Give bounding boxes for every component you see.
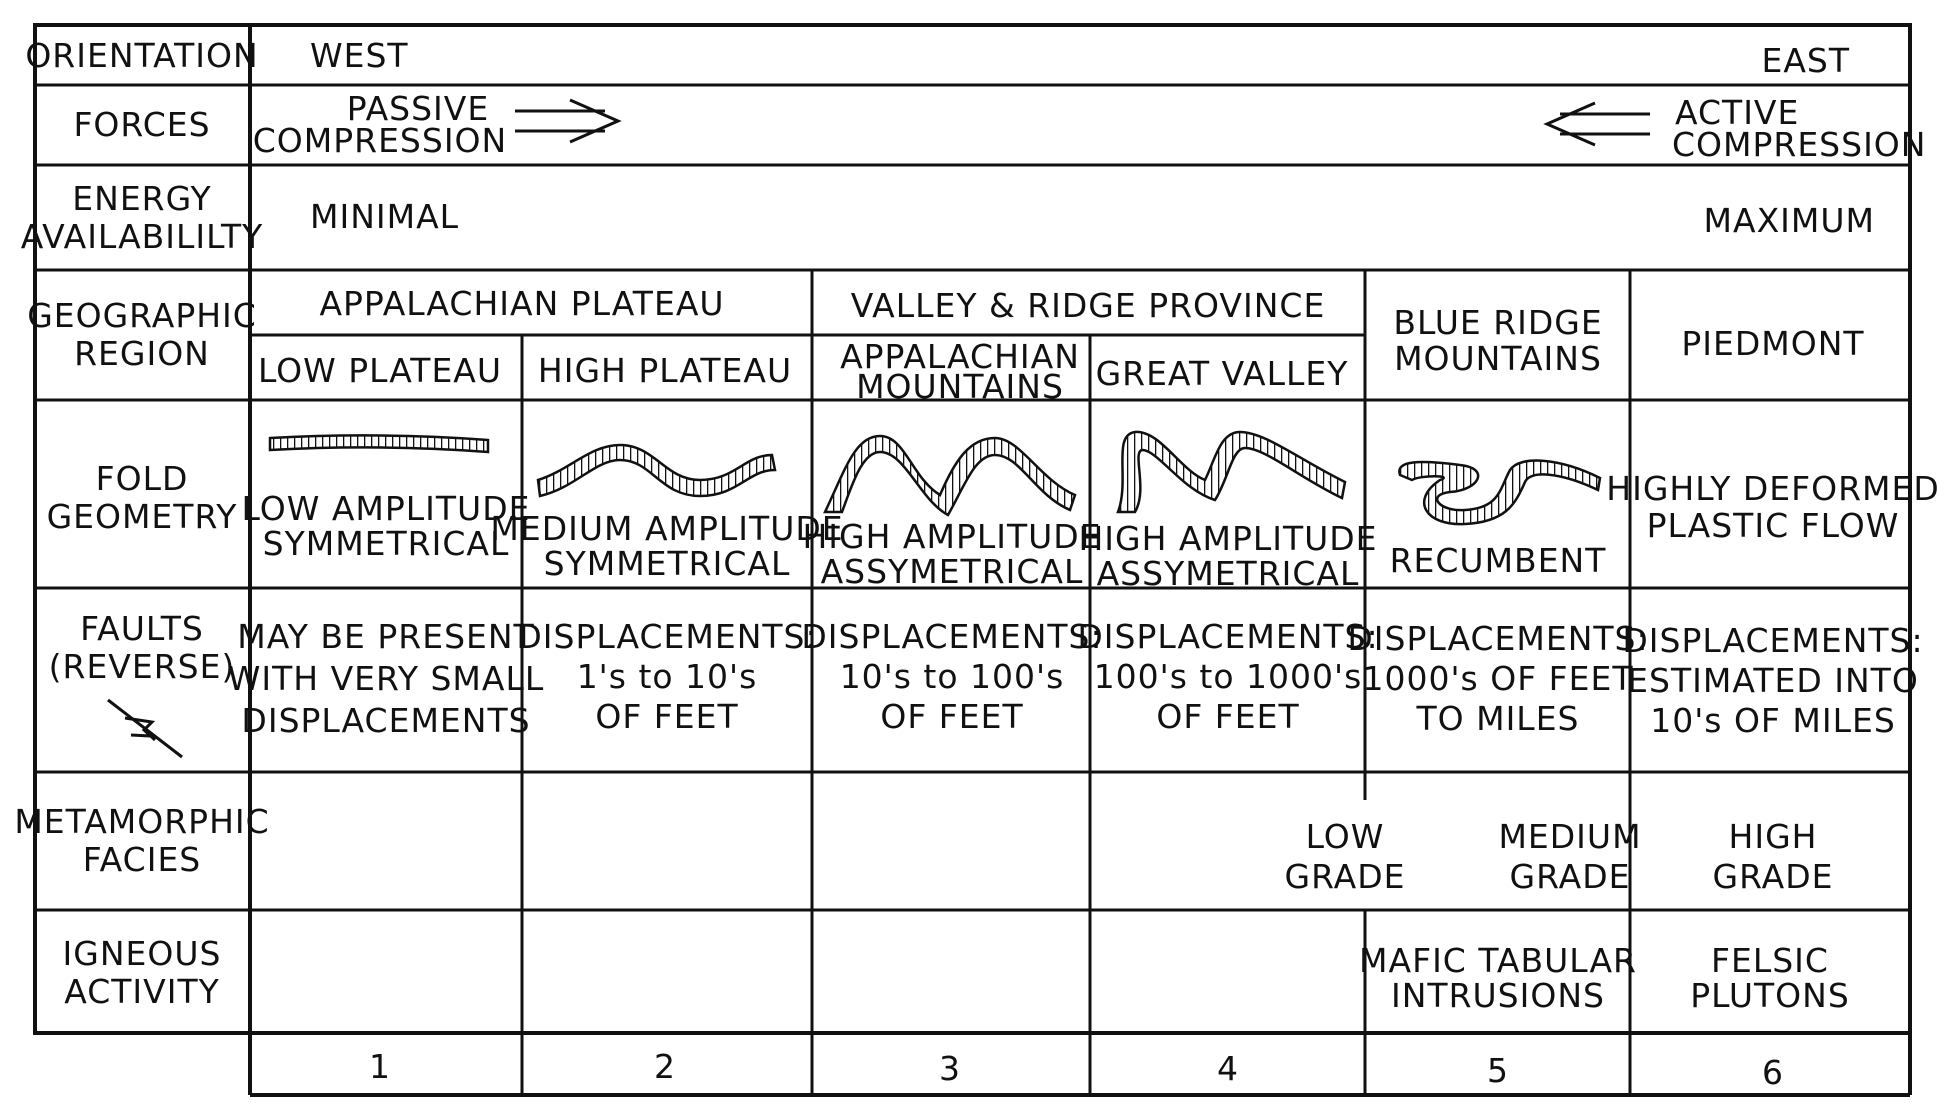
region-blue-ridge-1: BLUE RIDGE (1393, 303, 1603, 342)
faults-5-line-3: TO MILES (1416, 699, 1580, 738)
faults-1-line-3: DISPLACEMENTS (241, 701, 531, 740)
fold-4-line-2: ASSYMETRICAL (1096, 554, 1360, 593)
fold-2-line-2: SYMMETRICAL (543, 544, 791, 583)
fold-3-line-2: ASSYMETRICAL (820, 552, 1084, 591)
faults-3-line-3: OF FEET (880, 697, 1024, 736)
orientation-west: WEST (310, 36, 409, 75)
igneous-mafic-1: MAFIC TABULAR (1359, 941, 1637, 980)
fold-recumbent-icon (1399, 461, 1600, 525)
fold-1-line-2: SYMMETRICAL (262, 524, 510, 563)
faults-4-line-3: OF FEET (1156, 697, 1300, 736)
row-header-igneous-2: ACTIVITY (64, 972, 220, 1011)
row-headers (14, 36, 269, 1011)
faults-3-line-2: 10's to 100's (839, 657, 1065, 696)
forces-west-1: PASSIVE (346, 89, 490, 128)
region-piedmont: PIEDMONT (1681, 324, 1865, 363)
facies-low-2: GRADE (1284, 857, 1406, 896)
row-header-forces: FORCES (73, 105, 211, 144)
row-header-region-1: GEOGRAPHIC (27, 296, 257, 335)
faults-row (228, 617, 1924, 740)
region-great-valley: GREAT VALLEY (1095, 354, 1349, 393)
row-header-igneous-1: IGNEOUS (62, 934, 222, 973)
arrow-right-icon (515, 100, 618, 142)
column-number: 1 (369, 1047, 391, 1086)
column-number: 2 (654, 1047, 676, 1086)
row-header-orientation: ORIENTATION (25, 36, 259, 75)
igneous-felsic-1: FELSIC (1711, 941, 1829, 980)
column-number: 4 (1217, 1049, 1239, 1088)
fold-6-line-1: HIGHLY DEFORMED (1606, 469, 1940, 508)
column-number: 6 (1762, 1053, 1784, 1092)
faults-2-line-3: OF FEET (595, 697, 739, 736)
energy-west: MINIMAL (310, 197, 460, 236)
row-header-energy-1: ENERGY (72, 179, 212, 218)
row-header-fold-2: GEOMETRY (46, 497, 238, 536)
faults-3-line-1: DISPLACEMENTS: (801, 617, 1103, 656)
facies-medium-2: GRADE (1509, 857, 1631, 896)
fold-6-line-2: PLASTIC FLOW (1646, 506, 1900, 545)
row-header-region-2: REGION (74, 334, 210, 373)
faults-6-line-3: 10's OF MILES (1650, 701, 1896, 740)
facies-high-2: GRADE (1712, 857, 1834, 896)
forces-row (253, 89, 1927, 164)
facies-medium-1: MEDIUM (1498, 817, 1642, 856)
fold-medium-amplitude-icon (538, 445, 775, 496)
forces-east-1: ACTIVE (1675, 93, 1800, 132)
igneous-row (1359, 941, 1850, 1015)
fold-3-line-1: HIGH AMPLITUDE (802, 517, 1102, 556)
fold-high-asymmetric-icon (825, 436, 1075, 515)
faults-4-line-1: DISPLACEMENTS: (1077, 617, 1379, 656)
region-low-plateau: LOW PLATEAU (257, 351, 503, 390)
region-valley-ridge: VALLEY & RIDGE PROVINCE (850, 286, 1326, 325)
fold-4-line-1: HIGH AMPLITUDE (1078, 519, 1378, 558)
faults-2-line-2: 1's to 10's (576, 657, 758, 696)
facies-row (1285, 817, 1834, 896)
faults-6-line-2: ESTIMATED INTO (1627, 661, 1919, 700)
faults-1-line-2: WITH VERY SMALL (227, 659, 545, 698)
energy-row (310, 197, 1875, 240)
region-blue-ridge-2: MOUNTAINS (1394, 339, 1602, 378)
faults-6-line-1: DISPLACEMENTS: (1622, 621, 1924, 660)
faults-1-line-1: MAY BE PRESENT (237, 617, 535, 656)
orientation-east: EAST (1761, 41, 1850, 80)
row-header-faults-2: (REVERSE) (48, 647, 236, 686)
igneous-felsic-2: PLUTONS (1690, 976, 1850, 1015)
arrow-left-icon (1547, 103, 1650, 145)
region-row (258, 284, 1865, 406)
row-header-faults-1: FAULTS (80, 609, 204, 648)
faults-2-line-1: DISPLACEMENTS: (516, 617, 818, 656)
forces-west-2: COMPRESSION (252, 121, 508, 160)
igneous-mafic-2: INTRUSIONS (1391, 976, 1605, 1015)
faults-4-line-2: 100's to 1000's (1093, 657, 1363, 696)
forces-east-2: COMPRESSION (1672, 125, 1927, 164)
fold-low-amplitude-icon (270, 435, 488, 452)
fold-2-line-1: MEDIUM AMPLITUDE (490, 509, 844, 548)
region-high-plateau: HIGH PLATEAU (537, 351, 793, 390)
row-header-energy-2: AVAILABILILTY (20, 217, 264, 256)
region-appalachian-plateau: APPALACHIAN PLATEAU (319, 284, 725, 323)
region-appalachian-mountains-2: MOUNTAINS (856, 367, 1064, 406)
fold-overturned-icon (1118, 432, 1345, 512)
fold-1-line-1: LOW AMPLITUDE (241, 489, 531, 528)
energy-east: MAXIMUM (1703, 201, 1875, 240)
facies-low-1: LOW (1305, 817, 1385, 856)
column-number: 5 (1487, 1051, 1509, 1090)
column-numbers (369, 1047, 1784, 1092)
row-header-facies-2: FACIES (82, 840, 202, 879)
orientation-row (310, 36, 1850, 80)
reverse-fault-icon (108, 700, 182, 757)
row-header-facies-1: METAMORPHIC (14, 802, 270, 841)
faults-5-line-2: 1000's OF FEET (1362, 659, 1634, 698)
faults-5-line-1: DISPLACEMENTS: (1347, 619, 1649, 658)
column-number: 3 (939, 1049, 961, 1088)
facies-high-1: HIGH (1728, 817, 1818, 856)
region-appalachian-mountains-1: APPALACHIAN (840, 337, 1080, 376)
row-header-fold-1: FOLD (95, 459, 189, 498)
fold-5-line-1: RECUMBENT (1389, 541, 1607, 580)
